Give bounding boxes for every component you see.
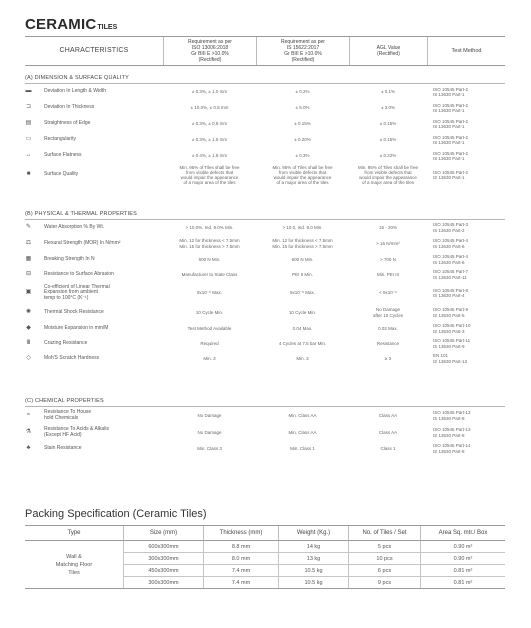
section-physical-thermal xyxy=(25,210,505,366)
iso-requirement-cell: Min. 95% of Tiles shall be free from visible defects that would impair the appearance of a major area of the tiles xyxy=(179,164,240,186)
characteristic-cell xyxy=(25,224,163,231)
packing-area-cell: 0.81 m² xyxy=(420,565,505,576)
characteristic-cell xyxy=(25,445,163,452)
spec-row xyxy=(25,252,505,267)
characteristic-cell xyxy=(25,340,163,347)
iso-requirement-cell: 9x10⁻⁶ Max. xyxy=(197,290,222,296)
iso-requirement-cell: Manufacturer to State Class xyxy=(181,271,238,277)
packing-area-cell: 0.81 m² xyxy=(420,577,505,588)
agl-value-cell: ± 0.15% xyxy=(379,121,397,127)
brand-heading xyxy=(25,16,117,34)
is-requirement-cell: Min. Class AA xyxy=(288,412,317,418)
agl-value-cell: Min. PEI III xyxy=(376,271,399,277)
is-requirement-cell: PEI II Min. xyxy=(292,271,313,277)
agl-value-cell: 15 - 20% xyxy=(378,224,397,230)
agl-value-cell: 0.02 Max. xyxy=(378,325,398,331)
header-is-requirement: Requirement as per IS 15622:2017 Gr BIII E >10.0% (Rectified) xyxy=(256,37,349,65)
spec-row xyxy=(25,321,505,336)
is-requirement-cell: 10 Cycle Min. xyxy=(288,309,317,315)
test-method-cell: ISO 10545 Part-8 IS 13630 Part-4 xyxy=(433,287,469,298)
agl-value-cell: No Damage after 10 Cycles xyxy=(372,307,403,318)
packing-tiles-cell: 9 pcs xyxy=(348,577,420,588)
spec-row xyxy=(25,220,505,235)
packing-weight-cell: 10.5 kg xyxy=(278,565,348,576)
characteristic-label: Resistance To House hold Chemicals xyxy=(44,408,92,421)
test-method-cell: ISO 10545 Part-2 IS 13630 Part-1 xyxy=(433,150,469,161)
characteristic-cell xyxy=(25,427,163,438)
packing-size-cell: 600x300mm xyxy=(123,541,203,552)
packing-header-type: Type xyxy=(67,530,81,536)
packing-tiles-cell: 10 pcs xyxy=(348,553,420,564)
spec-row xyxy=(25,84,505,100)
is-requirement-cell: 9x10⁻⁶ Max. xyxy=(290,290,315,296)
stain-resistance-icon: ♣ xyxy=(26,444,31,451)
packing-header xyxy=(25,525,505,541)
packing-title: Packing Specification (Ceramic Tiles) xyxy=(25,508,207,520)
characteristic-label: Surface Quality xyxy=(44,171,79,178)
packing-size-cell: 300x300mm xyxy=(123,577,203,588)
characteristic-label: Thermal Shock Resistance xyxy=(44,308,104,315)
is-requirement-cell: Min. Class 1 xyxy=(290,445,315,451)
packing-weight-cell: 13 kg xyxy=(278,553,348,564)
spec-row xyxy=(25,164,505,186)
is-requirement-cell: Min. Class AA xyxy=(288,429,317,435)
packing-thickness-cell: 8.8 mm xyxy=(203,541,278,552)
characteristic-cell xyxy=(25,121,163,128)
packing-header-size: Size (mm) xyxy=(123,526,203,540)
characteristic-label: Co-efficient of Linear Thermal Expansion from ambient temp to 100°C (K⁻¹) xyxy=(44,283,110,301)
iso-requirement-cell: ± 0.3%, ± 1.5 mm xyxy=(191,137,228,143)
is-requirement-cell: > 10.0, Ind. 9.0 Min. xyxy=(282,224,323,230)
agl-value-cell: Class AA xyxy=(378,412,398,418)
characteristic-label: Deviation In Length & Width xyxy=(44,88,106,95)
surface-quality-icon: ■ xyxy=(26,171,31,178)
test-method-cell: ISO 10545 Part-11 IS 13630 Part-9 xyxy=(433,338,471,349)
characteristic-cell xyxy=(25,172,163,179)
agl-value-cell: ± 0.1% xyxy=(381,89,395,95)
spec-row xyxy=(25,424,505,441)
household-chemicals-icon: ≈ xyxy=(26,411,31,418)
spec-row xyxy=(25,336,505,351)
section-title: (B) PHYSICAL & THERMAL PROPERTIES xyxy=(25,211,138,217)
iso-requirement-cell: ± 10.0%, ± 0.5 mm xyxy=(190,105,229,111)
agl-value-cell: > 16 N/mm² xyxy=(376,240,400,246)
spec-row xyxy=(25,100,505,116)
characteristic-label: Stain Resistance xyxy=(44,444,82,451)
characteristic-cell xyxy=(25,285,163,302)
spec-row xyxy=(25,148,505,164)
agl-value-cell: ± 3.0% xyxy=(381,105,395,111)
test-method-cell: ISO 10545 Part-3 IS 13630 Part-2 xyxy=(433,222,469,233)
characteristic-label: Rectangularity xyxy=(44,136,76,143)
is-requirement-cell: 0.04 Max. xyxy=(292,325,313,331)
thermal-shock-icon: ✺ xyxy=(25,308,32,315)
spec-row xyxy=(25,351,505,366)
characteristic-label: Resistance to Surface Abrasion xyxy=(44,270,114,277)
straightness-icon: ▤ xyxy=(25,120,32,127)
iso-requirement-cell: No Damage xyxy=(197,412,222,418)
header-characteristics: CHARACTERISTICS xyxy=(59,47,129,54)
length-width-icon: ▬ xyxy=(25,88,32,95)
packing-thickness-cell: 7.4 mm xyxy=(203,565,278,576)
spec-row xyxy=(25,304,505,321)
characteristic-label: Surface Flatness xyxy=(44,152,82,159)
packing-header-weight: Weight (Kg.) xyxy=(278,526,348,540)
iso-requirement-cell: ± 0.4%, ± 1.8 mm xyxy=(191,153,228,159)
characteristic-label: Straightness of Edge xyxy=(44,120,91,127)
characteristic-cell xyxy=(25,309,163,316)
iso-requirement-cell: No Damage xyxy=(197,429,222,435)
section-title: (A) DIMENSION & SURFACE QUALITY xyxy=(25,75,129,81)
spec-row xyxy=(25,116,505,132)
section-rows xyxy=(25,220,505,366)
is-requirement-cell: Min. 12 for thickness < 7.5mm Min. 15 for thickness > 7.5mm xyxy=(272,238,333,249)
test-method-cell: ISO 10545 Part-9 IS 13630 Part-5 xyxy=(433,307,469,318)
characteristic-cell xyxy=(25,256,163,263)
flatness-icon: ↔ xyxy=(25,152,32,159)
test-method-cell: ISO 10545 Part-13 IS 13630 Part-8 xyxy=(433,410,471,421)
spec-row xyxy=(25,235,505,252)
spec-table-header xyxy=(25,36,505,66)
packing-rows xyxy=(123,541,505,589)
packing-area-cell: 0.90 m² xyxy=(420,553,505,564)
spec-row xyxy=(25,267,505,282)
abrasion-icon: ⊟ xyxy=(25,270,32,277)
packing-area-cell: 0.90 m² xyxy=(420,541,505,552)
packing-thickness-cell: 8.0 mm xyxy=(203,553,278,564)
test-method-cell: ISO 10545 Part-2 IS 13630 Part-1 xyxy=(433,134,469,145)
packing-tiles-cell: 6 pcs xyxy=(348,565,420,576)
is-requirement-cell: ± 0.3% xyxy=(295,153,310,159)
spec-row xyxy=(25,407,505,424)
characteristic-label: Crazing Resistance xyxy=(44,339,88,346)
characteristic-label: Moh'S Scratch Hardness xyxy=(44,354,100,361)
iso-requirement-cell: 600 N Min. xyxy=(198,256,221,262)
agl-value-cell: > 700 N xyxy=(380,256,396,262)
characteristic-cell xyxy=(25,410,163,421)
agl-value-cell: < 9x10⁻⁶ xyxy=(379,290,397,296)
test-method-cell: ISO 10545 Part-2 IS 13630 Part-1 xyxy=(433,118,469,129)
is-requirement-cell: Min. 3 xyxy=(296,355,309,361)
test-method-cell: ISO 10545 Part-4 IS 13630 Part-6 xyxy=(433,254,469,265)
iso-requirement-cell: Required xyxy=(200,340,219,346)
test-method-cell: ISO 10545 Part-2 IS 13630 Part-1 xyxy=(433,86,469,97)
iso-requirement-cell: ± 0.3%, ± 1.0 mm xyxy=(191,89,228,95)
scratch-hardness-icon: ◇ xyxy=(26,354,31,361)
rectangularity-icon: ▭ xyxy=(25,136,32,143)
characteristic-cell xyxy=(25,325,163,332)
iso-requirement-cell: > 10.0%, Ind. 9.0% Min. xyxy=(185,224,234,230)
packing-weight-cell: 10.5 kg xyxy=(278,577,348,588)
agl-value-cell: ± 0.22% xyxy=(379,153,397,159)
is-requirement-cell: ± 0.20% xyxy=(294,137,311,143)
iso-requirement-cell: Min. 12 for thickness < 7.5mm Min. 15 for thickness > 7.5mm xyxy=(179,238,240,249)
iso-requirement-cell: 10 Cycle Min. xyxy=(195,309,224,315)
packing-header-thickness: Thickness (mm) xyxy=(203,526,278,540)
packing-size-cell: 300x300mm xyxy=(123,553,203,564)
is-requirement-cell: ± 0.15% xyxy=(294,121,311,127)
test-method-cell: ISO 10545 Part-2 IS 13630 Part-1 xyxy=(433,169,469,180)
section-rows xyxy=(25,407,505,456)
spec-row xyxy=(25,282,505,304)
section-title: (C) CHEMICAL PROPERTIES xyxy=(25,398,104,404)
packing-row xyxy=(123,553,505,565)
section-rows xyxy=(25,84,505,186)
is-requirement-cell: Min. 95% of Tiles shall be free from visible defects that would impair the appearance of a major area of the tiles xyxy=(272,164,333,186)
spec-row xyxy=(25,441,505,456)
characteristic-cell xyxy=(25,355,163,362)
test-method-cell: ISO 10545 Part-7 IS 13630 Part-11 xyxy=(433,269,469,280)
header-test-method: Test Method xyxy=(427,37,505,65)
packing-table xyxy=(25,525,505,589)
test-method-cell: ISO 10545 Part-10 IS 13630 Part-3 xyxy=(433,323,471,334)
characteristic-label: Moisture Expansion in mm/M xyxy=(44,324,109,331)
water-absorption-icon: ✎ xyxy=(25,223,32,230)
characteristic-cell xyxy=(25,137,163,144)
packing-row xyxy=(123,565,505,577)
characteristic-cell xyxy=(25,89,163,96)
is-requirement-cell: 600 N Min. xyxy=(291,256,314,262)
breaking-strength-icon: ▦ xyxy=(25,255,32,262)
packing-thickness-cell: 7.4 mm xyxy=(203,577,278,588)
acids-alkalis-icon: ⚗ xyxy=(25,428,32,435)
brand-title: CERAMIC xyxy=(25,16,97,33)
test-method-cell: ISO 10545 Part-13 IS 13630 Part-8 xyxy=(433,427,471,438)
brand-subtitle: TILES xyxy=(97,24,118,31)
agl-value-cell: Class AA xyxy=(378,429,398,435)
thickness-icon: ⊐ xyxy=(25,104,32,111)
characteristic-cell xyxy=(25,105,163,112)
spec-row xyxy=(25,132,505,148)
packing-tiles-cell: 5 pcs xyxy=(348,541,420,552)
flexural-strength-icon: ⚖ xyxy=(25,239,32,246)
packing-row xyxy=(123,577,505,589)
packing-header-area: Area Sq. mtr./ Box xyxy=(420,526,505,540)
is-requirement-cell: ± 5.0% xyxy=(295,105,310,111)
characteristic-cell xyxy=(25,153,163,160)
characteristic-label: Breaking Strength In N xyxy=(44,255,95,262)
section-chemical xyxy=(25,397,505,456)
packing-body xyxy=(25,541,505,589)
test-method-cell: ISO 10545 Part-2 IS 13630 Part-1 xyxy=(433,102,469,113)
test-method-cell: ISO 10545 Part-14 IS 13630 Part-8 xyxy=(433,443,471,454)
iso-requirement-cell: Min. Class 3 xyxy=(197,445,222,451)
section-dimension-surface xyxy=(25,74,505,186)
agl-value-cell: Class 1 xyxy=(380,445,396,451)
packing-size-cell: 450x300mm xyxy=(123,565,203,576)
test-method-cell: ISO 10545 Part-4 IS 13630 Part-6 xyxy=(433,238,469,249)
agl-value-cell: ≥ 3 xyxy=(384,355,392,361)
header-iso-requirement: Requirement as per ISO 13006:2018 Gr BIII E >10.0% (Rectified) xyxy=(163,37,256,65)
iso-requirement-cell: Test Method Available xyxy=(187,325,232,331)
agl-value-cell: Min. 95% of Tiles shall be free from visible defects that would impair the appearance of a major area of the tiles xyxy=(357,164,419,186)
characteristic-cell xyxy=(25,240,163,247)
characteristic-cell xyxy=(25,271,163,278)
packing-weight-cell: 14 kg xyxy=(278,541,348,552)
is-requirement-cell: ± 0.2% xyxy=(295,89,310,95)
iso-requirement-cell: ± 0.3%, ± 0.8 mm xyxy=(191,121,228,127)
packing-row xyxy=(123,541,505,553)
packing-header-tiles: No. of Tiles / Set xyxy=(348,526,420,540)
packing-type-cell: Wall & Matching Floor Tiles xyxy=(25,541,123,589)
thermal-expansion-icon: ▣ xyxy=(25,289,32,296)
characteristic-label: Flexural Strength (MOR) In N/mm² xyxy=(44,239,121,246)
characteristic-label: Water Absorption % By Wt. xyxy=(44,223,105,230)
test-method-cell: EN 101 IS 13630 Part-13 xyxy=(433,353,468,364)
moisture-expansion-icon: ◆ xyxy=(26,324,31,331)
agl-value-cell: ± 0.15% xyxy=(379,137,397,143)
characteristic-label: Deviation In Thickness xyxy=(44,104,95,111)
agl-value-cell: Resistance xyxy=(376,340,400,346)
characteristic-label: Resistance To Acids & Alkalis (Except HF Acid) xyxy=(44,425,109,438)
header-agl-value: AGL Value (Rectified) xyxy=(349,37,427,65)
is-requirement-cell: 4 Cycles at 7.5 bar Min. xyxy=(278,340,327,346)
crazing-icon: Ⅲ xyxy=(26,339,31,346)
iso-requirement-cell: Min. 3 xyxy=(203,355,216,361)
